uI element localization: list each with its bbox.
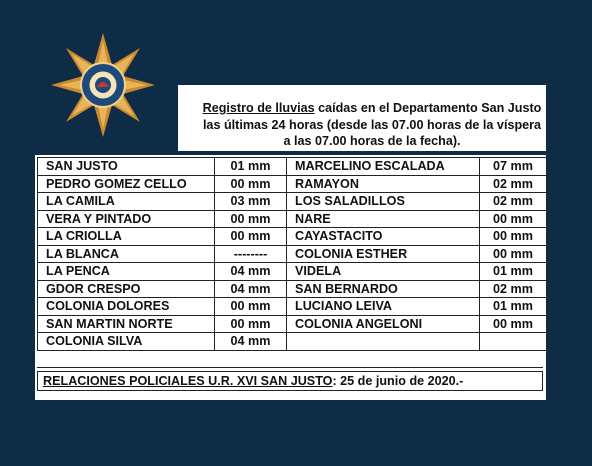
location-cell: VERA Y PINTADO — [38, 210, 215, 228]
table-row — [38, 315, 547, 333]
rainfall-cell: 01 mm — [480, 298, 547, 316]
location-cell: SAN MARTIN NORTE — [38, 315, 215, 333]
table-spacer-row — [37, 357, 543, 368]
rainfall-cell: 02 mm — [480, 280, 547, 298]
table-row — [38, 193, 547, 211]
location-cell: MARCELINO ESCALADA — [287, 158, 480, 176]
location-cell: LA CAMILA — [38, 193, 215, 211]
table-row — [38, 263, 547, 281]
heading-underlined: Registro de lluvias — [202, 101, 315, 115]
rainfall-cell: 01 mm — [480, 263, 547, 281]
table-row — [38, 280, 547, 298]
location-cell: COLONIA SILVA — [38, 333, 215, 351]
rainfall-cell: 00 mm — [215, 315, 287, 333]
rainfall-cell: 04 mm — [215, 263, 287, 281]
location-cell: GDOR CRESPO — [38, 280, 215, 298]
location-cell: COLONIA ESTHER — [287, 245, 480, 263]
rainfall-cell: 04 mm — [215, 333, 287, 351]
rainfall-cell: 00 mm — [215, 210, 287, 228]
location-cell: COLONIA ANGELONI — [287, 315, 480, 333]
footer-date: : 25 de junio de 2020.- — [332, 374, 464, 388]
rainfall-cell: 00 mm — [480, 210, 547, 228]
table-row — [38, 175, 547, 193]
location-cell: CAYASTACITO — [287, 228, 480, 246]
rainfall-cell: -------- — [215, 245, 287, 263]
police-star-badge-icon — [48, 30, 158, 140]
rainfall-cell: 02 mm — [480, 193, 547, 211]
table-row — [38, 245, 547, 263]
location-cell: VIDELA — [287, 263, 480, 281]
location-cell: LA BLANCA — [38, 245, 215, 263]
location-cell: PEDRO GOMEZ CELLO — [38, 175, 215, 193]
location-cell: LOS SALADILLOS — [287, 193, 480, 211]
rainfall-cell: 07 mm — [480, 158, 547, 176]
table-row — [38, 228, 547, 246]
rainfall-table — [37, 157, 547, 351]
rainfall-cell: 00 mm — [215, 175, 287, 193]
rainfall-cell: 04 mm — [215, 280, 287, 298]
location-cell: LA CRIOLLA — [38, 228, 215, 246]
table-row — [38, 298, 547, 316]
rainfall-cell: 00 mm — [215, 298, 287, 316]
location-cell: LUCIANO LEIVA — [287, 298, 480, 316]
location-cell: COLONIA DOLORES — [38, 298, 215, 316]
location-cell — [287, 333, 480, 351]
table-row — [38, 158, 547, 176]
location-cell: NARE — [287, 210, 480, 228]
footer-source: RELACIONES POLICIALES U.R. XVI SAN JUSTO — [43, 374, 333, 388]
footer-line — [37, 371, 543, 391]
rainfall-cell: 03 mm — [215, 193, 287, 211]
rainfall-cell: 01 mm — [215, 158, 287, 176]
location-cell: SAN BERNARDO — [287, 280, 480, 298]
rainfall-cell: 00 mm — [480, 315, 547, 333]
rainfall-cell: 00 mm — [215, 228, 287, 246]
table-row — [38, 333, 547, 351]
location-cell: RAMAYON — [287, 175, 480, 193]
table-row — [38, 210, 547, 228]
report-heading — [202, 100, 542, 150]
location-cell: LA PENCA — [38, 263, 215, 281]
location-cell: SAN JUSTO — [38, 158, 215, 176]
heading-rest: caídas en el Departamento San Justo las últimas 24 horas (desde las 07.00 horas de la víspera a las 07.00 horas de la fecha). — [202, 101, 542, 148]
rainfall-cell: 00 mm — [480, 228, 547, 246]
rainfall-cell: 00 mm — [480, 245, 547, 263]
rainfall-cell: 02 mm — [480, 175, 547, 193]
rainfall-cell — [480, 333, 547, 351]
